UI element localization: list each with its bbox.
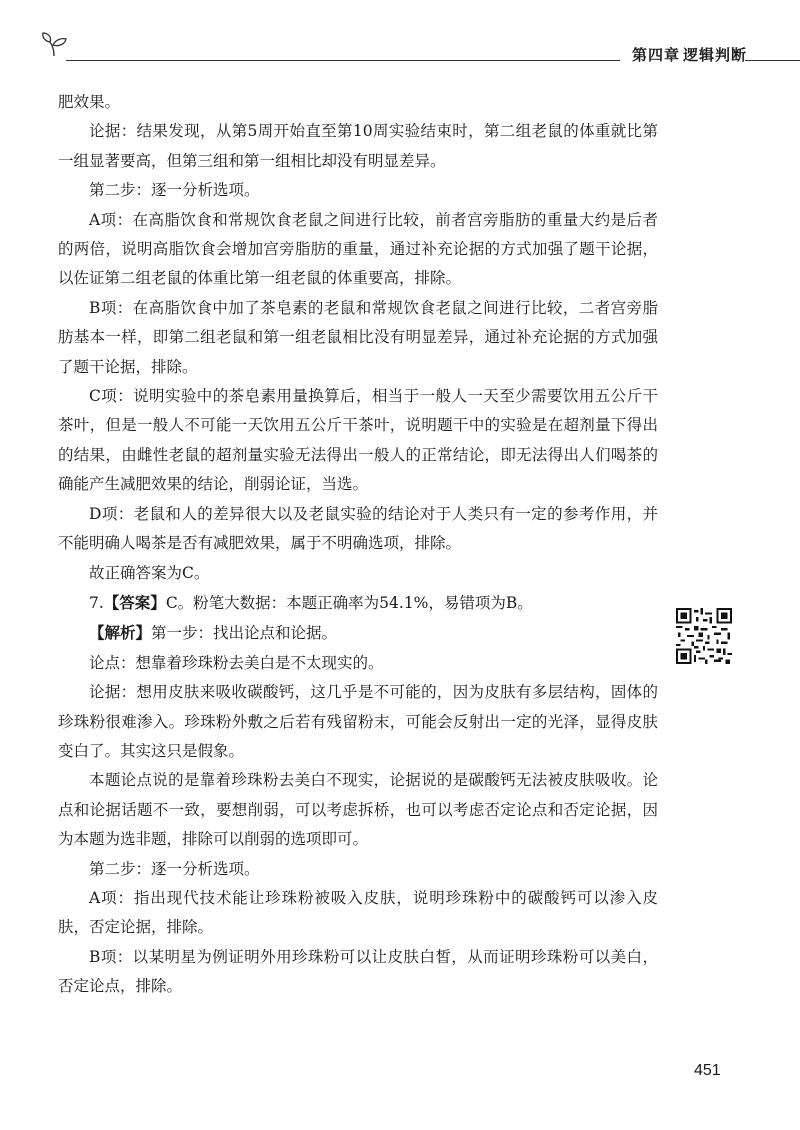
q7-number: 7. bbox=[89, 593, 104, 612]
chapter-title: 逻辑判断 bbox=[683, 46, 748, 64]
paragraph-evidence: 论据：结果发现，从第5周开始直至第10周实验结束时，第二组老鼠的体重就比第一组显著要高，但第三组和第一组相比却没有明显差异。 bbox=[58, 122, 658, 170]
paragraph-option-b-2: B项：以某明星为例证明外用珍珠粉可以让皮肤白皙，从而证明珍珠粉可以美白，否定论点，排除。 bbox=[58, 947, 658, 996]
qr-code-icon[interactable] bbox=[676, 608, 732, 664]
paragraph-continuation: 肥效果。 bbox=[58, 93, 121, 111]
paragraph-option-a-2: A项：指出现代技术能让珍珠粉被吸入皮肤，说明珍珠粉中的碳酸钙可以渗入皮肤，否定论据，排除。 bbox=[58, 888, 658, 937]
paragraph-option-a: A项：在高脂饮食和常规饮食老鼠之间进行比较，前者宫旁脂肪的重量大约是后者的两倍，说明高脂饮食会增加宫旁脂肪的重量，通过补充论据的方式加强了题干论据，以佐证第二组老鼠的体重比第一组老鼠的体重要高，排除。 bbox=[58, 210, 658, 288]
page-body bbox=[58, 88, 658, 1002]
header-rule-left bbox=[66, 60, 620, 61]
running-header bbox=[40, 30, 770, 70]
paragraph-option-d: D项：老鼠和人的差异很大以及老鼠实验的结论对于人类只有一定的参考作用，并不能明确人喝茶是否有减肥效果，属于不明确选项，排除。 bbox=[58, 504, 658, 553]
paragraph-thesis: 论点：想靠着珍珠粉去美白是不太现实的。 bbox=[89, 653, 384, 672]
paragraph-option-c: C项：说明实验中的茶皂素用量换算后，相当于一般人一天至少需要饮用五公斤干茶叶，但是一般人不可能一天饮用五公斤干茶叶，说明题干中的实验是在超剂量下得出的结果，由雌性老鼠的超剂量实验无法得出一般人的正常结论，即无法得出人们喝茶的确能产生减肥效果的结论，削弱论证，当选。 bbox=[58, 387, 658, 494]
page-number: 451 bbox=[694, 1062, 721, 1079]
paragraph-step2: 第二步：逐一分析选项。 bbox=[89, 181, 260, 200]
header-rule-right bbox=[745, 60, 800, 61]
q7-answer-label: 【答案】 bbox=[103, 592, 166, 612]
q7-answer-line bbox=[58, 588, 658, 618]
q7-analysis-text: 第一步：找出论点和论据。 bbox=[151, 624, 338, 643]
leaf-sprout-icon bbox=[40, 30, 70, 60]
q7-analysis-label: 【解析】 bbox=[89, 623, 152, 643]
paragraph-option-b: B项：在高脂饮食中加了茶皂素的老鼠和常规饮食老鼠之间进行比较，二者宫旁脂肪基本一样，即第二组老鼠和第一组老鼠相比没有明显差异，通过补充论据的方式加强了题干论据，排除。 bbox=[58, 298, 658, 376]
chapter-label: 第四章 bbox=[632, 46, 681, 64]
paragraph-conclusion: 故正确答案为C。 bbox=[89, 563, 210, 582]
q7-analysis-line bbox=[58, 618, 658, 648]
paragraph-reasoning: 本题论点说的是靠着珍珠粉去美白不现实，论据说的是碳酸钙无法被皮肤吸收。论点和论据话题不一致，要想削弱，可以考虑拆桥，也可以考虑否定论点和否定论据，因为本题为选非题，排除可以削弱的选项即可。 bbox=[58, 771, 658, 849]
paragraph-evidence-2: 论据：想用皮肤来吸收碳酸钙，这几乎是不可能的，因为皮肤有多层结构，固体的珍珠粉很难渗入。珍珠粉外敷之后若有残留粉末，可能会反射出一定的光泽，显得皮肤变白了。其实这只是假象。 bbox=[58, 683, 658, 760]
paragraph-step2-b: 第二步：逐一分析选项。 bbox=[89, 859, 260, 878]
q7-answer-text: C。粉笔大数据：本题正确率为54.1%，易错项为B。 bbox=[165, 593, 533, 612]
